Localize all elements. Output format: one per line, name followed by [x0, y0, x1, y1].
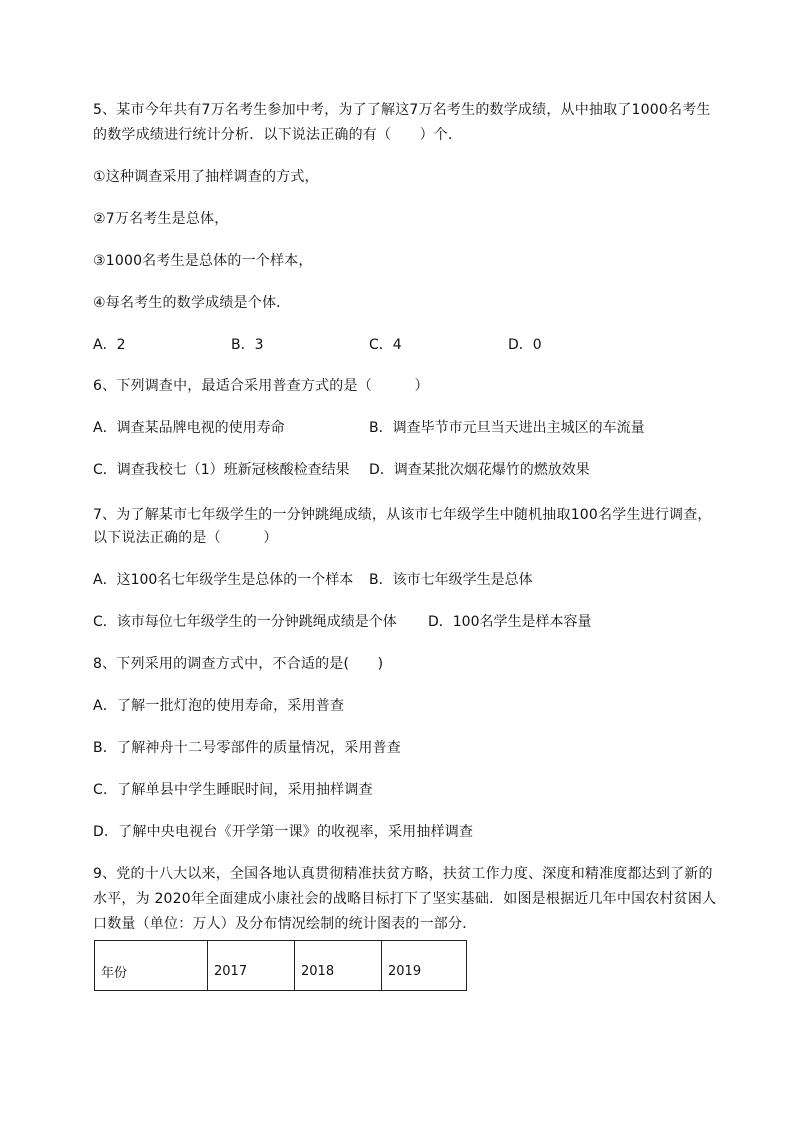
q6-option-a: A．调查某品牌电视的使用寿命	[93, 420, 285, 436]
q7-option-a: A．这100名七年级学生是总体的一个样本	[93, 572, 354, 588]
q7-option-d: D．100名学生是样本容量	[428, 614, 592, 630]
table-year-cell: 2019	[382, 941, 467, 991]
q6-option-b: B．调查毕节市元旦当天进出主城区的车流量	[369, 420, 645, 436]
q5-statement-4: ④每名考生的数学成绩是个体．	[93, 295, 291, 311]
table-row	[95, 941, 467, 991]
q9-stem-line1: 9、党的十八大以来，全国各地认真贯彻精准扶贫方略，扶贫工作力度、深度和精准度都达到了新的	[93, 866, 713, 882]
q7-option-c: C．该市每位七年级学生的一分钟跳绳成绩是个体	[93, 614, 397, 630]
table-year-cell: 2018	[295, 941, 382, 991]
q5-option-b: B．3	[231, 337, 264, 353]
q9-stem-line2: 水平，为 2020年全面建成小康社会的战略目标打下了坚实基础．如图是根据近几年中国农村贫困人	[93, 891, 717, 907]
q7-stem-line1: 7、为了解某市七年级学生的一分钟跳绳成绩，从该市七年级学生中随机抽取100名学生进行调查，	[93, 507, 712, 523]
q5-option-c: C．4	[369, 337, 402, 353]
table-header-cell: 年份	[95, 941, 208, 991]
q5-stem-line2: 的数学成绩进行统计分析．以下说法正确的有（ ）个．	[93, 127, 463, 143]
q9-stem-line3: 口数量（单位：万人）及分布情况绘制的统计图表的一部分．	[93, 916, 477, 932]
table-year-cell: 2017	[208, 941, 295, 991]
q5-statement-1: ①这种调查采用了抽样调查的方式，	[93, 169, 319, 185]
q5-option-d: D．0	[508, 337, 542, 353]
q6-option-c: C．调查我校七（1）班新冠核酸检查结果	[93, 462, 350, 478]
q5-statement-2: ②7万名考生是总体，	[93, 211, 229, 227]
q8-option-d: D．了解中央电视台《开学第一课》的收视率，采用抽样调查	[93, 824, 474, 840]
q7-stem-line2: 以下说法正确的是（ ）	[93, 530, 278, 546]
q8-stem: 8、下列采用的调查方式中，不合适的是( )	[93, 656, 384, 672]
q5-stem-line1: 5、某市今年共有7万名考生参加中考，为了了解这7万名考生的数学成绩，从中抽取了1000名考生	[93, 102, 711, 118]
q5-statement-3: ③1000名考生是总体的一个样本，	[93, 253, 313, 269]
q7-option-b: B．该市七年级学生是总体	[369, 572, 533, 588]
q5-option-a: A．2	[93, 337, 126, 353]
q6-option-d: D．调查某批次烟花爆竹的燃放效果	[369, 462, 590, 478]
q6-stem: 6、下列调查中，最适合采用普查方式的是（ ）	[93, 378, 429, 394]
q9-data-table	[94, 940, 467, 991]
q8-option-b: B．了解神舟十二号零部件的质量情况，采用普查	[93, 740, 402, 756]
q8-option-a: A．了解一批灯泡的使用寿命，采用普查	[93, 698, 345, 714]
q8-option-c: C．了解单县中学生睡眠时间，采用抽样调查	[93, 782, 373, 798]
